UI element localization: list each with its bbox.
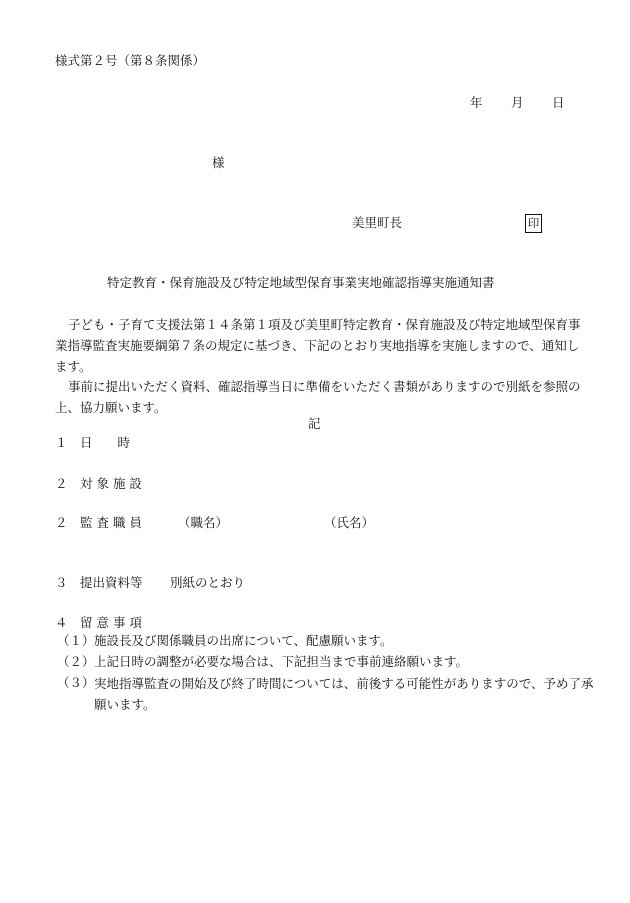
- item-1-label: 日 時: [80, 435, 131, 450]
- body-paragraph-2: 事前に提出いただく資料、確認指導当日に準備をいただく書類がありますので別紙を参照の上、協力願います。: [55, 379, 581, 415]
- note-2-number: （２）: [57, 654, 95, 669]
- document-title: 特定教育・保育施設及び特定地域型保育事業実地確認指導実施通知書: [107, 275, 495, 290]
- form-number: 様式第２号（第８条関係）: [55, 53, 206, 68]
- item-3-position-label: （職名）: [178, 515, 229, 530]
- item-3-label: 監 査 職 員: [80, 515, 142, 530]
- item-3-name-label: （氏名）: [324, 515, 375, 530]
- note-1-text: 施設長及び関係職員の出席について、配慮願います。: [94, 633, 393, 648]
- note-1-number: （１）: [57, 633, 95, 648]
- item-2-number: ２: [55, 476, 68, 491]
- note-3-text-body: 実地指導監査の開始及び終了時間については、前後する可能性がありますので、予め了承願います。: [94, 676, 594, 712]
- item-5-label: 留 意 事 項: [80, 615, 142, 630]
- date-day-label: 日: [552, 95, 565, 110]
- item-3-number: ２: [55, 515, 68, 530]
- item-2-label: 対 象 施 設: [80, 476, 142, 491]
- body-paragraph-1: 子ども・子育て支援法第１４条第１項及び美里町特定教育・保育施設及び特定地域型保育事業指導監査実施要綱第７条の規定に基づき、下記のとおり実地指導を実施しますので、通知します。: [55, 317, 581, 374]
- item-4-number: ３: [55, 575, 68, 590]
- addressee-suffix: 様: [212, 155, 225, 170]
- item-4-value: 別紙のとおり: [170, 575, 246, 590]
- sender-title: 美里町長: [352, 215, 403, 230]
- note-2-text: 上記日時の調整が必要な場合は、下記担当まで事前連絡願います。: [94, 654, 469, 669]
- note-3-number: （３）: [57, 675, 95, 690]
- item-4-label: 提出資料等: [80, 575, 143, 590]
- item-1-number: １: [55, 435, 68, 450]
- item-5-number: ４: [55, 615, 68, 630]
- ki-heading: 記: [308, 416, 321, 431]
- date-month-label: 月: [511, 95, 524, 110]
- seal-mark: 印: [525, 214, 542, 233]
- note-3-text: [94, 673, 594, 715]
- date-year-label: 年: [470, 95, 483, 110]
